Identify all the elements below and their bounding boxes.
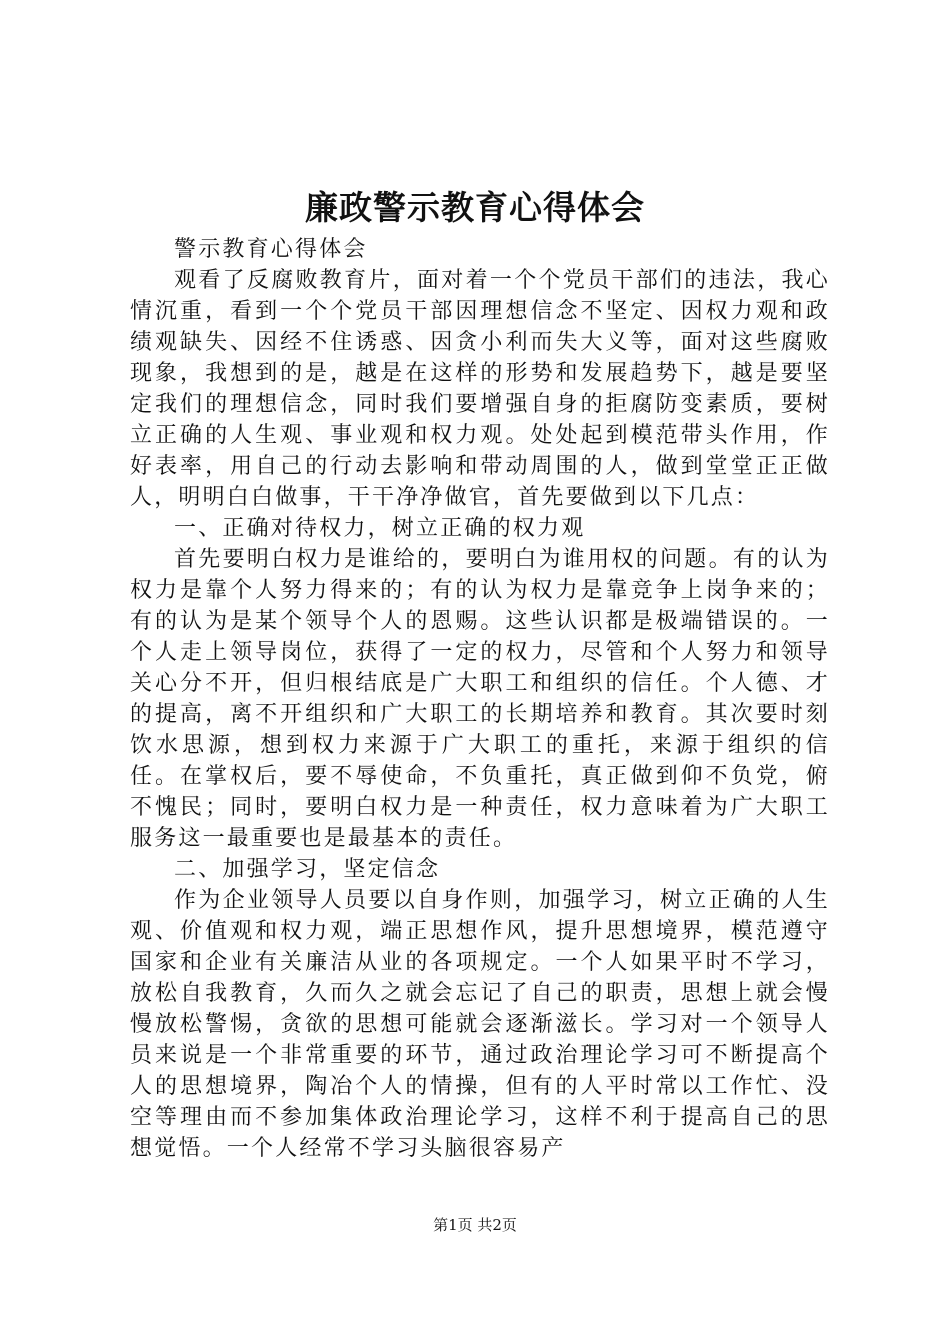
section-heading-1: 一、正确对待权力，树立正确的权力观 bbox=[174, 516, 586, 541]
paragraph-section-1: 首先要明白权力是谁给的，要明白为谁用权的问题。有的认为权力是靠个人努力得来的；有的认为权力是靠竞争上岗争来的；有的认为是某个领导个人的恩赐。这些认识都是极端错误的。一个人走上领导岗位，获得了一定的权力，尽管和个人努力和领导关心分不开，但归根结底是广大职工和组织的信任。个人德、才的提高，离不开组织和广大职工的长期培养和教育。其次要时刻饮水思源，想到权力来源于广大职工的重托，来源于组织的信任。在掌权后，要不辱使命，不负重托，真正做到仰不负党，俯不愧民；同时，要明白权力是一种责任，权力意味着为广大职工服务这一最重要也是最基本的责任。 bbox=[130, 547, 830, 851]
document-title: 廉政警示教育心得体会 bbox=[305, 188, 645, 227]
paragraph-intro: 观看了反腐败教育片，面对着一个个党员干部们的违法，我心情沉重，看到一个个党员干部因理想信念不坚定、因权力观和政绩观缺失、因经不住诱惑、因贪小利而失大义等，面对这些腐败现象，我想到的是，越是在这样的形势和发展趋势下，越是要坚定我们的理想信念，同时我们要增强自身的拒腐防变素质，要树立正确的人生观、事业观和权力观。处处起到模范带头作用，作好表率，用自己的行动去影响和带动周围的人，做到堂堂正正做人，明明白白做事，干干净净做官，首先要做到以下几点： bbox=[130, 268, 830, 510]
paragraph-section-2: 作为企业领导人员要以自身作则，加强学习，树立正确的人生观、价值观和权力观，端正思想作风，提升思想境界，模范遵守国家和企业有关廉洁从业的各项规定。一个人如果平时不学习，放松自我教育，久而久之就会忘记了自己的职责，思想上就会慢慢放松警惕，贪欲的思想可能就会逐渐滋长。学习对一个领导人员来说是一个非常重要的环节，通过政治理论学习可不断提高个人的思想境界，陶冶个人的情操，但有的人平时常以工作忙、没空等理由而不参加集体政治理论学习，这样不利于提高自己的思想觉悟。一个人经常不学习头脑很容易产 bbox=[130, 888, 830, 1161]
page-footer: 第1页 共2页 bbox=[433, 1216, 517, 1234]
paragraph-subtitle: 警示教育心得体会 bbox=[174, 237, 368, 262]
section-heading-2: 二、加强学习，坚定信念 bbox=[174, 857, 441, 882]
document-body bbox=[130, 234, 830, 1164]
